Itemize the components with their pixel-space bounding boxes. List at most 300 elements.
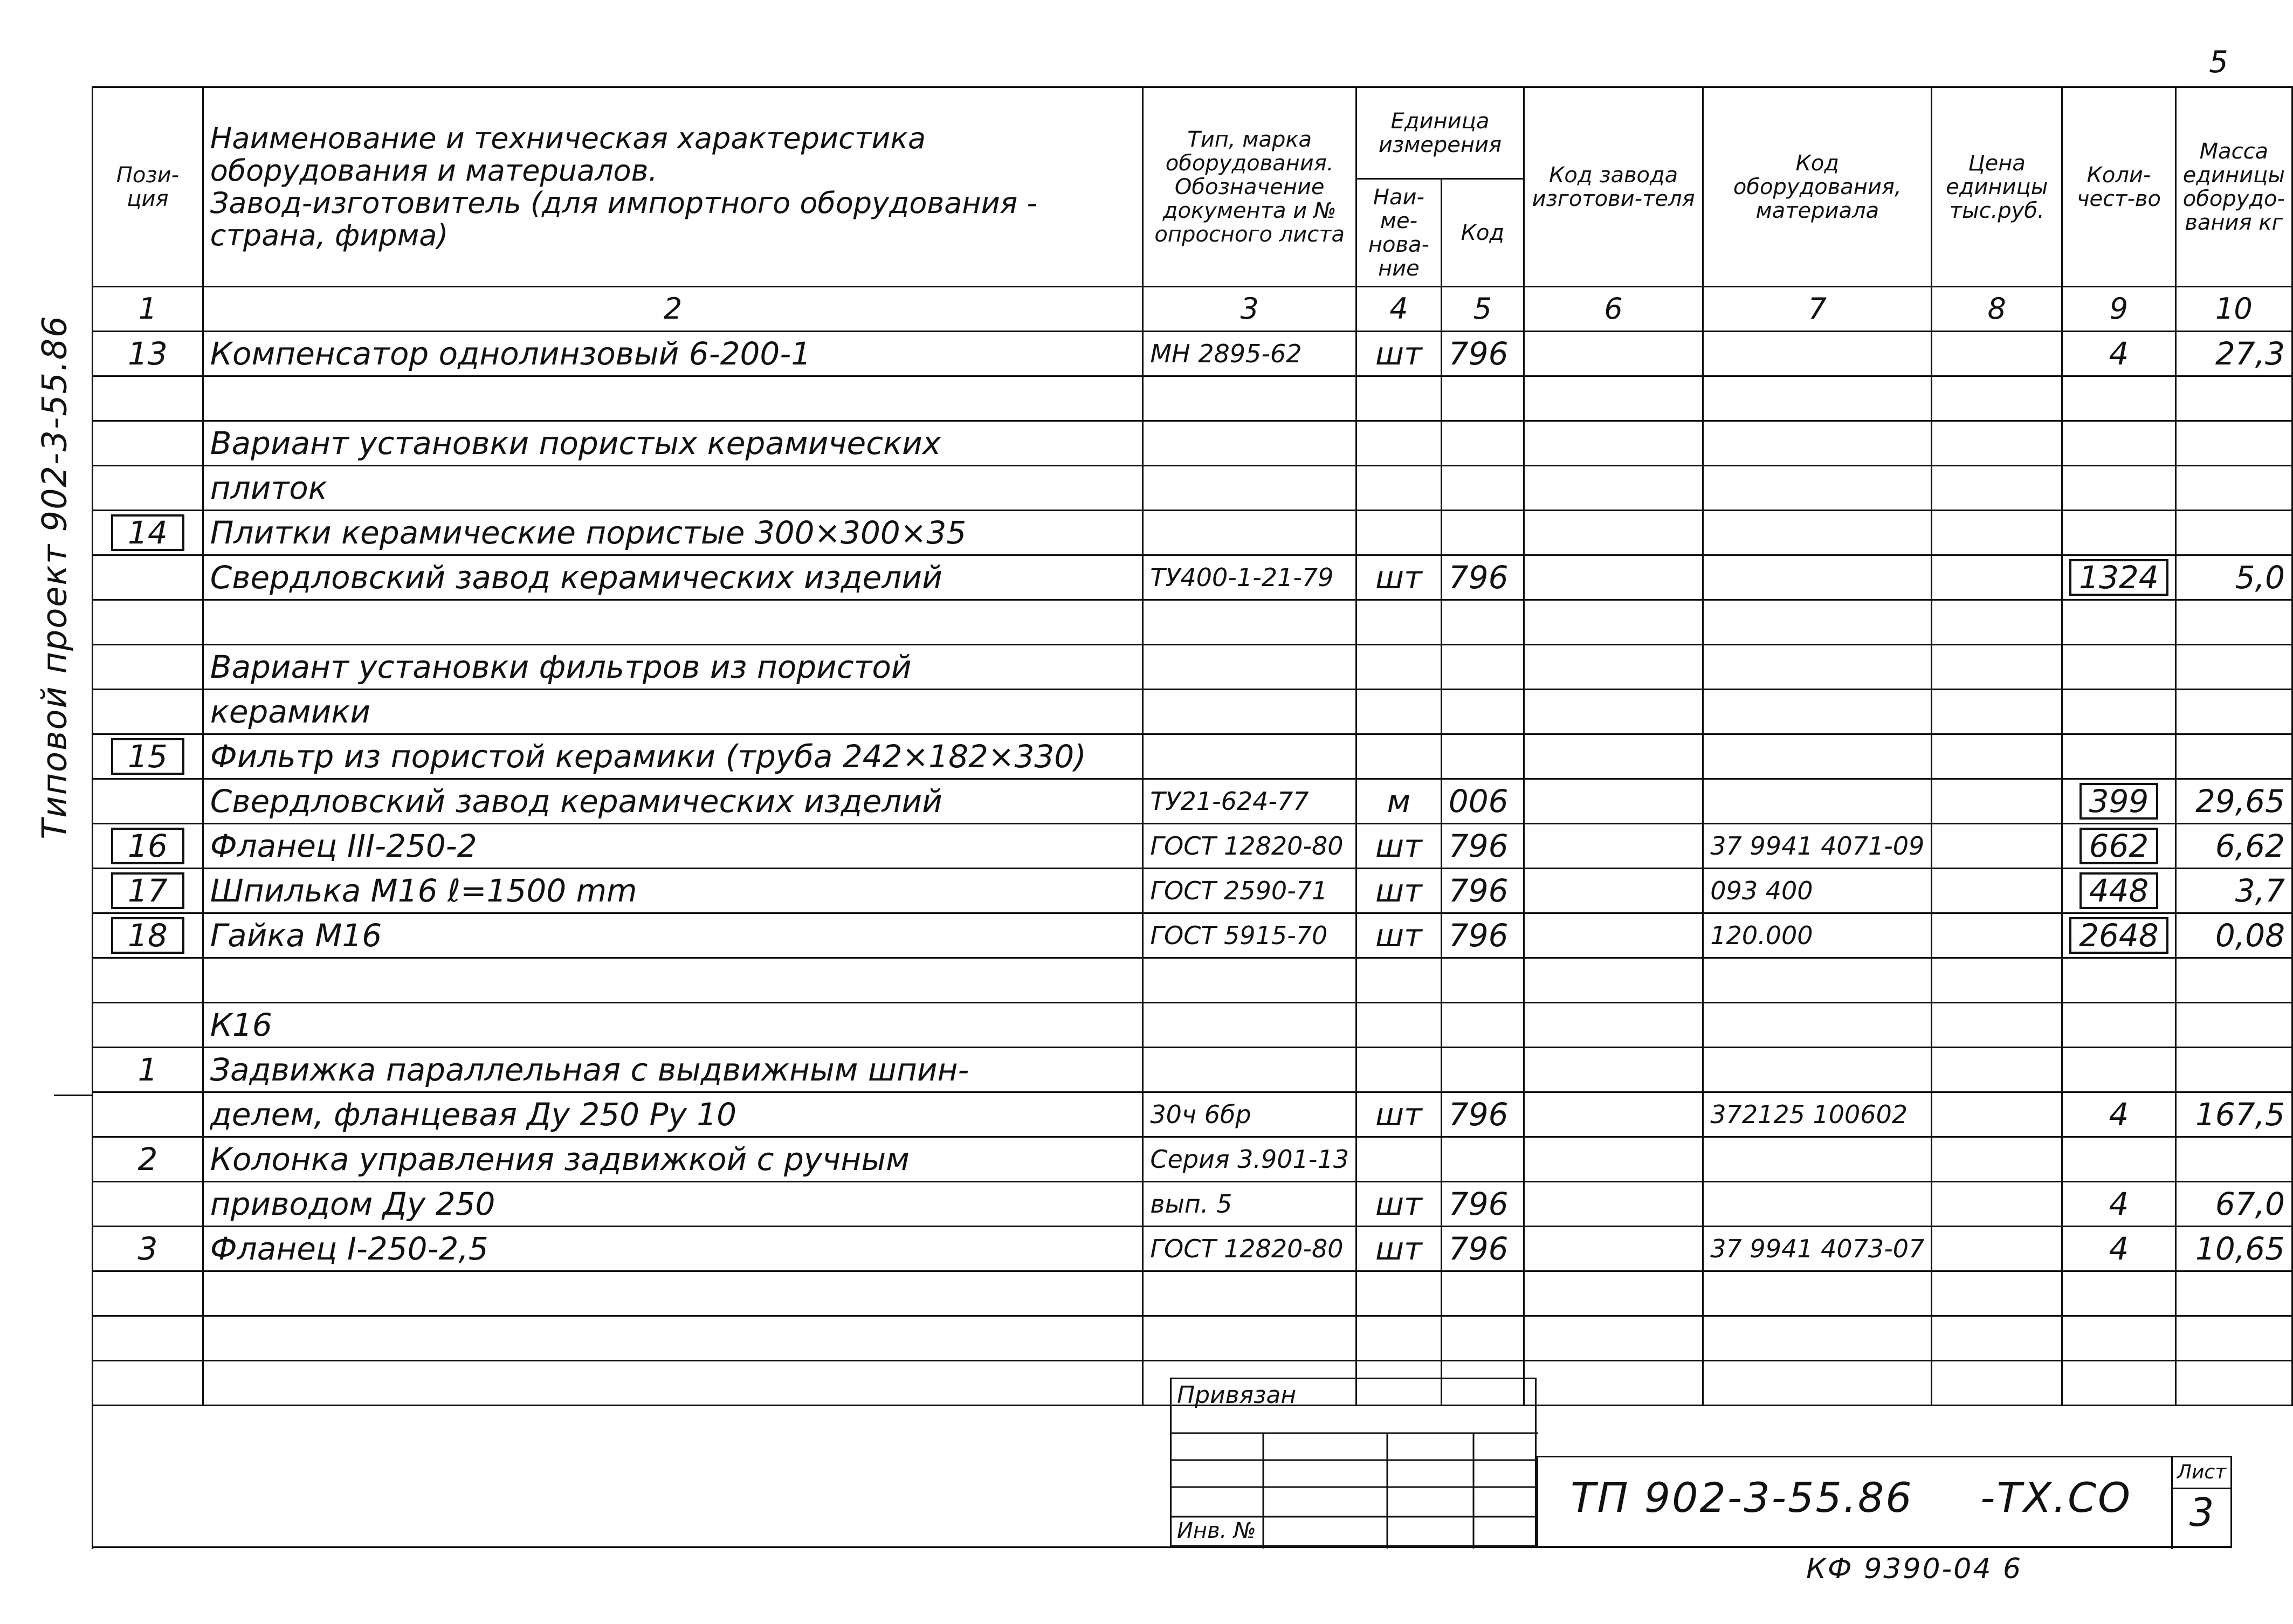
cell-unit-name-text: шт <box>1375 559 1422 596</box>
cell-unit-name <box>1356 1316 1442 1361</box>
cell-quantity <box>2062 734 2176 779</box>
table-row <box>93 1316 2292 1361</box>
cell-quantity <box>2062 332 2176 376</box>
cell-unit-name <box>1356 376 1442 421</box>
cell-mass <box>2175 690 2292 734</box>
cell-quantity <box>2062 1048 2176 1092</box>
cell-plant-code <box>1524 779 1703 824</box>
cell-name-text: Плитки керамические пористые 300×300×35 <box>210 514 967 551</box>
cell-type <box>1143 1316 1356 1361</box>
cell-unit-code <box>1441 1092 1524 1137</box>
cell-price <box>1932 466 2062 511</box>
cell-type <box>1143 1048 1356 1092</box>
cell-name <box>203 332 1143 376</box>
table-row <box>93 1003 2292 1048</box>
header-price: Цена единицы тыс.руб. <box>1932 87 2062 287</box>
cell-equipment-code <box>1703 779 1932 824</box>
cell-type <box>1143 421 1356 466</box>
cell-unit-name <box>1356 1182 1442 1227</box>
cell-quantity <box>2062 869 2176 913</box>
cell-price <box>1932 376 2062 421</box>
column-number: 10 <box>2175 287 2292 332</box>
column-number: 1 <box>93 287 203 332</box>
cell-type-text: ГОСТ 2590-71 <box>1150 876 1328 905</box>
cell-price <box>1932 913 2062 958</box>
cell-unit-name <box>1356 1048 1442 1092</box>
cell-unit-code <box>1441 734 1524 779</box>
cell-name <box>203 869 1143 913</box>
cell-name-text: Свердловский завод керамических изделий <box>210 783 942 820</box>
cell-type-text: вып. 5 <box>1150 1189 1232 1219</box>
cell-quantity-text: 2648 <box>2069 917 2168 954</box>
header-name-line1: Наименование и техническая характеристика оборудования и матерuалов. <box>210 121 926 188</box>
cell-type-text: ГОСТ 12820-80 <box>1150 1234 1344 1263</box>
table-row <box>93 555 2292 600</box>
cell-equipment-code <box>1703 1227 1932 1271</box>
cell-name-text: керамики <box>210 693 371 730</box>
linkage-stamp <box>1170 1378 1537 1547</box>
header-mass: Масса единицы оборудо-вания кг <box>2175 87 2292 287</box>
cell-plant-code <box>1524 690 1703 734</box>
left-margin-rule <box>54 1095 93 1549</box>
cell-quantity-text: 4 <box>2109 1096 2129 1133</box>
cell-mass <box>2175 421 2292 466</box>
cell-price <box>1932 421 2062 466</box>
cell-name-text: Вариант установки фильтров из пористой <box>210 649 912 685</box>
cell-plant-code <box>1524 511 1703 555</box>
column-number: 3 <box>1143 287 1356 332</box>
cell-name <box>203 1003 1143 1048</box>
cell-type <box>1143 1227 1356 1271</box>
header-plant-code: Код завода изготови-теля <box>1524 87 1703 287</box>
cell-mass <box>2175 466 2292 511</box>
cell-mass-text: 6,62 <box>2215 828 2285 864</box>
cell-equipment-code <box>1703 1048 1932 1092</box>
cell-quantity <box>2062 466 2176 511</box>
cell-position <box>93 466 203 511</box>
cell-price <box>1932 690 2062 734</box>
cell-mass <box>2175 1048 2292 1092</box>
cell-position <box>93 645 203 690</box>
cell-position <box>93 1361 203 1406</box>
cell-position <box>93 734 203 779</box>
cell-position <box>93 421 203 466</box>
cell-quantity <box>2062 1271 2176 1316</box>
cell-plant-code <box>1524 869 1703 913</box>
cell-quantity <box>2062 645 2176 690</box>
cell-price <box>1932 511 2062 555</box>
cell-type <box>1143 332 1356 376</box>
cell-mass-text: 5,0 <box>2235 559 2285 596</box>
cell-name <box>203 1316 1143 1361</box>
header-position: Пози-ция <box>93 87 203 287</box>
cell-unit-code <box>1441 824 1524 869</box>
column-number: 6 <box>1524 287 1703 332</box>
cell-equipment-code <box>1703 332 1932 376</box>
cell-mass-text: 3,7 <box>2235 872 2285 909</box>
cell-mass <box>2175 779 2292 824</box>
cell-quantity <box>2062 600 2176 645</box>
cell-unit-code <box>1441 555 1524 600</box>
cell-position <box>93 913 203 958</box>
cell-quantity-text: 4 <box>2109 1230 2129 1267</box>
cell-mass <box>2175 869 2292 913</box>
cell-mass-text: 10,65 <box>2195 1230 2285 1267</box>
inventory-number-label: Инв. № <box>1177 1518 1256 1543</box>
column-number: 2 <box>203 287 1143 332</box>
cell-quantity <box>2062 1182 2176 1227</box>
cell-unit-name <box>1356 779 1442 824</box>
cell-price <box>1932 734 2062 779</box>
cell-unit-code <box>1441 421 1524 466</box>
specification-body <box>93 332 2292 1406</box>
cell-type <box>1143 1003 1356 1048</box>
cell-name-text: Фильтр из пористой керамики (труба 242×182×330) <box>210 738 1086 775</box>
cell-plant-code <box>1524 555 1703 600</box>
cell-equipment-code-text: 120.000 <box>1710 921 1813 950</box>
cell-unit-code <box>1441 1227 1524 1271</box>
side-stamp <box>19 65 89 1089</box>
cell-unit-code <box>1441 600 1524 645</box>
cell-plant-code <box>1524 913 1703 958</box>
table-row <box>93 1048 2292 1092</box>
cell-type <box>1143 734 1356 779</box>
cell-name <box>203 958 1143 1003</box>
cell-price <box>1932 332 2062 376</box>
cell-unit-name <box>1356 824 1442 869</box>
cell-name-text: делем, фланцевая Ду 250 Ру 10 <box>210 1096 737 1133</box>
cell-mass <box>2175 734 2292 779</box>
cell-type <box>1143 555 1356 600</box>
cell-name <box>203 779 1143 824</box>
cell-mass-text: 0,08 <box>2215 917 2285 954</box>
cell-mass <box>2175 600 2292 645</box>
cell-type <box>1143 913 1356 958</box>
cell-unit-name <box>1356 511 1442 555</box>
cell-name <box>203 1182 1143 1227</box>
cell-type <box>1143 511 1356 555</box>
cell-price <box>1932 1316 2062 1361</box>
cell-mass <box>2175 1271 2292 1316</box>
cell-unit-name <box>1356 869 1442 913</box>
cell-position <box>93 1137 203 1182</box>
cell-quantity-text: 399 <box>2079 783 2159 820</box>
cell-unit-code <box>1441 332 1524 376</box>
header-unit-group: Единица измерения <box>1356 87 1524 179</box>
cell-plant-code <box>1524 1361 1703 1406</box>
table-row <box>93 734 2292 779</box>
cell-mass-text: 67,0 <box>2215 1186 2285 1222</box>
cell-unit-name-text: шт <box>1375 1096 1422 1133</box>
cell-equipment-code <box>1703 1137 1932 1182</box>
cell-unit-code <box>1441 511 1524 555</box>
cell-type <box>1143 779 1356 824</box>
title-block <box>1537 1456 2232 1547</box>
cell-unit-code <box>1441 645 1524 690</box>
cell-unit-name-text: шт <box>1375 917 1422 954</box>
cell-type <box>1143 1137 1356 1182</box>
cell-price <box>1932 958 2062 1003</box>
cell-mass <box>2175 958 2292 1003</box>
cell-position <box>93 690 203 734</box>
cell-plant-code <box>1524 421 1703 466</box>
linked-label: Привязан <box>1177 1381 1297 1409</box>
cell-plant-code <box>1524 600 1703 645</box>
document-code: ТП 902-3-55.86 <box>1571 1474 1913 1522</box>
cell-name-text: Задвижка параллельная с выдвижным шпин- <box>210 1051 969 1088</box>
cell-plant-code <box>1524 1271 1703 1316</box>
cell-position <box>93 1316 203 1361</box>
cell-plant-code <box>1524 1003 1703 1048</box>
cell-price <box>1932 1003 2062 1048</box>
table-row <box>93 1182 2292 1227</box>
cell-name <box>203 466 1143 511</box>
cell-equipment-code <box>1703 1092 1932 1137</box>
cell-unit-name-text: шт <box>1375 828 1422 864</box>
cell-equipment-code <box>1703 1003 1932 1048</box>
cell-mass <box>2175 1003 2292 1048</box>
cell-mass <box>2175 1182 2292 1227</box>
cell-unit-name <box>1356 1271 1442 1316</box>
cell-name-text: Вариант установки пористых керамических <box>210 425 941 462</box>
cell-unit-code <box>1441 1003 1524 1048</box>
cell-plant-code <box>1524 1048 1703 1092</box>
cell-price <box>1932 1137 2062 1182</box>
cell-position-text: 2 <box>137 1141 158 1178</box>
header-unit-name: Наи-ме-нова-ние <box>1356 179 1442 287</box>
cell-position-text: 13 <box>127 335 168 372</box>
cell-price <box>1932 1271 2062 1316</box>
cell-name <box>203 690 1143 734</box>
cell-name <box>203 1271 1143 1316</box>
table-row <box>93 779 2292 824</box>
cell-position-text: 14 <box>111 514 184 551</box>
cell-quantity <box>2062 421 2176 466</box>
cell-type <box>1143 645 1356 690</box>
cell-quantity <box>2062 511 2176 555</box>
cell-position <box>93 1227 203 1271</box>
cell-price <box>1932 1048 2062 1092</box>
cell-unit-code <box>1441 1271 1524 1316</box>
cell-position-text: 15 <box>111 738 184 775</box>
cell-name-text: Фланец III-250-2 <box>210 828 477 864</box>
cell-plant-code <box>1524 1316 1703 1361</box>
cell-price <box>1932 824 2062 869</box>
cell-unit-code <box>1441 1182 1524 1227</box>
cell-unit-code <box>1441 958 1524 1003</box>
cell-unit-name <box>1356 1003 1442 1048</box>
cell-equipment-code <box>1703 645 1932 690</box>
cell-quantity-text: 662 <box>2079 828 2159 864</box>
cell-position-text: 16 <box>111 828 184 864</box>
cell-equipment-code-text: 093 400 <box>1710 876 1813 905</box>
cell-type-text: ГОСТ 5915-70 <box>1150 921 1328 950</box>
cell-unit-name <box>1356 421 1442 466</box>
column-number: 5 <box>1441 287 1524 332</box>
cell-equipment-code-text: 37 9941 4071-09 <box>1710 831 1925 861</box>
cell-unit-name <box>1356 734 1442 779</box>
sheet-label: Лист <box>2173 1457 2230 1489</box>
sheet-cell <box>2171 1457 2230 1549</box>
cell-unit-name <box>1356 466 1442 511</box>
cell-mass <box>2175 332 2292 376</box>
cell-unit-code <box>1441 779 1524 824</box>
cell-mass-text: 167,5 <box>2195 1096 2285 1133</box>
cell-name <box>203 1048 1143 1092</box>
cell-position <box>93 555 203 600</box>
cell-quantity <box>2062 1316 2176 1361</box>
cell-type <box>1143 690 1356 734</box>
cell-unit-name <box>1356 645 1442 690</box>
cell-position-text: 1 <box>137 1051 158 1088</box>
cell-quantity-text: 448 <box>2079 872 2159 909</box>
cell-quantity <box>2062 958 2176 1003</box>
table-row <box>93 332 2292 376</box>
cell-type <box>1143 1182 1356 1227</box>
cell-quantity-text: 4 <box>2109 1186 2129 1222</box>
cell-mass <box>2175 376 2292 421</box>
table-row <box>93 421 2292 466</box>
cell-equipment-code <box>1703 466 1932 511</box>
cell-type <box>1143 824 1356 869</box>
cell-position <box>93 1092 203 1137</box>
cell-position <box>93 332 203 376</box>
cell-unit-name-text: м <box>1387 783 1411 820</box>
cell-price <box>1932 1227 2062 1271</box>
cell-position <box>93 1271 203 1316</box>
cell-unit-code-text: 796 <box>1448 1186 1509 1222</box>
side-stamp-text: Типовой проект 902-3-55.86 <box>35 314 74 839</box>
document-suffix: -ТХ.СО <box>1980 1474 2132 1522</box>
cell-equipment-code <box>1703 1361 1932 1406</box>
cell-name-text: Колонка управления задвижкой с ручным <box>210 1141 910 1178</box>
cell-name-text: Свердловский завод керамических изделий <box>210 559 942 596</box>
cell-position-text: 18 <box>111 917 184 954</box>
cell-unit-code <box>1441 1048 1524 1092</box>
corner-number: 5 <box>2209 45 2228 80</box>
cell-unit-name <box>1356 1137 1442 1182</box>
cell-type <box>1143 1271 1356 1316</box>
table-row <box>93 913 2292 958</box>
cell-type <box>1143 466 1356 511</box>
cell-price <box>1932 645 2062 690</box>
cell-mass-text: 29,65 <box>2195 783 2285 820</box>
cell-price <box>1932 1092 2062 1137</box>
cell-equipment-code <box>1703 913 1932 958</box>
cell-position <box>93 779 203 824</box>
cell-position <box>93 600 203 645</box>
table-row <box>93 511 2292 555</box>
column-number: 9 <box>2062 287 2176 332</box>
cell-quantity <box>2062 1227 2176 1271</box>
cell-unit-code-text: 796 <box>1448 335 1509 372</box>
cell-unit-name-text: шт <box>1375 1230 1422 1267</box>
cell-type-text: ТУ21-624-77 <box>1150 787 1309 816</box>
specification-table <box>92 86 2293 1406</box>
cell-quantity <box>2062 1092 2176 1137</box>
cell-unit-name <box>1356 1227 1442 1271</box>
table-row <box>93 600 2292 645</box>
cell-unit-name <box>1356 332 1442 376</box>
table-row <box>93 376 2292 421</box>
cell-type <box>1143 869 1356 913</box>
cell-unit-code <box>1441 1137 1524 1182</box>
cell-equipment-code <box>1703 376 1932 421</box>
cell-quantity-text: 1324 <box>2069 559 2168 596</box>
header-type: Тип, марка оборудования. Обозначение документа и № опросного листа <box>1143 87 1356 287</box>
cell-quantity <box>2062 913 2176 958</box>
cell-quantity <box>2062 779 2176 824</box>
cell-type-text: ТУ400-1-21-79 <box>1150 563 1334 592</box>
table-row <box>93 869 2292 913</box>
cell-price <box>1932 869 2062 913</box>
cell-name <box>203 913 1143 958</box>
cell-quantity <box>2062 824 2176 869</box>
cell-price <box>1932 600 2062 645</box>
cell-equipment-code <box>1703 1182 1932 1227</box>
cell-unit-name <box>1356 1092 1442 1137</box>
cell-type <box>1143 600 1356 645</box>
cell-name <box>203 421 1143 466</box>
cell-unit-code <box>1441 376 1524 421</box>
table-row <box>93 466 2292 511</box>
cell-position-text: 3 <box>137 1230 158 1267</box>
cell-name-text: Гайка М16 <box>210 917 382 954</box>
cell-mass <box>2175 645 2292 690</box>
table-row <box>93 958 2292 1003</box>
header-name <box>203 87 1143 287</box>
cell-name <box>203 645 1143 690</box>
cell-unit-code-text: 796 <box>1448 559 1509 596</box>
cell-plant-code <box>1524 645 1703 690</box>
cell-unit-code-text: 006 <box>1448 783 1509 820</box>
cell-unit-name <box>1356 690 1442 734</box>
cell-quantity <box>2062 376 2176 421</box>
header-name-line2: Завод-изготовитель (для импортного оборудования - страна, фирма) <box>210 185 1037 252</box>
cell-plant-code <box>1524 824 1703 869</box>
cell-plant-code <box>1524 958 1703 1003</box>
column-number: 4 <box>1356 287 1442 332</box>
cell-equipment-code <box>1703 690 1932 734</box>
cell-unit-code-text: 796 <box>1448 1230 1509 1267</box>
cell-unit-code <box>1441 869 1524 913</box>
cell-position <box>93 511 203 555</box>
cell-unit-name <box>1356 958 1442 1003</box>
table-row <box>93 824 2292 869</box>
cell-unit-name <box>1356 913 1442 958</box>
cell-name-text: приводом Ду 250 <box>210 1186 495 1222</box>
cell-unit-code-text: 796 <box>1448 872 1509 909</box>
cell-mass <box>2175 1316 2292 1361</box>
cell-equipment-code <box>1703 824 1932 869</box>
cell-position <box>93 1048 203 1092</box>
table-row <box>93 1271 2292 1316</box>
cell-name <box>203 1227 1143 1271</box>
cell-equipment-code <box>1703 421 1932 466</box>
cell-name <box>203 824 1143 869</box>
cell-mass <box>2175 824 2292 869</box>
table-row <box>93 1137 2292 1182</box>
table-row <box>93 645 2292 690</box>
cell-type-text: Серия 3.901-13 <box>1150 1145 1349 1174</box>
cell-equipment-code-text: 372125 100602 <box>1710 1100 1908 1129</box>
cell-plant-code <box>1524 1137 1703 1182</box>
cell-quantity-text: 4 <box>2109 335 2129 372</box>
cell-unit-code <box>1441 466 1524 511</box>
cell-price <box>1932 1182 2062 1227</box>
cell-type-text: ГОСТ 12820-80 <box>1150 831 1344 861</box>
cell-type <box>1143 376 1356 421</box>
